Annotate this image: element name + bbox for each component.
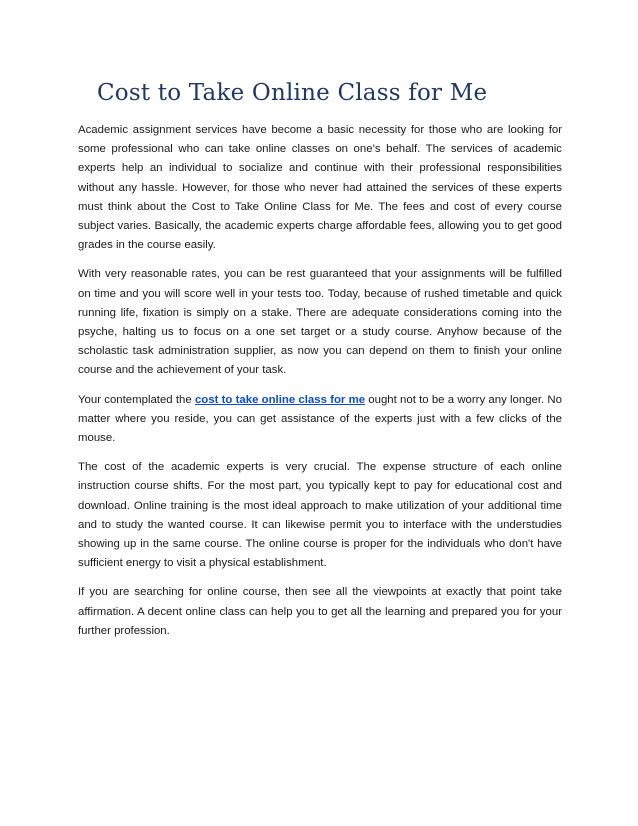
paragraph-intro: Academic assignment services have become a basic necessity for those who are looking for some professional who can take online classes on one’s behalf. The services of academic experts help an individual to socialize and continue with their professional responsibilities without any hassle. However, for those who never had attained the services of these experts must think about the Cost to Take Online Class for Me. The fees and cost of every course subject varies. Basically, the academic experts charge affordable fees, allowing you to get good grades in the course easily. (78, 124, 562, 252)
paragraph-contemplated (78, 391, 562, 449)
paragraph-cost: The cost of the academic experts is very crucial. The expense structure of each online instruction course shifts. For the most part, you typically kept to pay for educational cost and download. Online training is the most ideal approach to make utilization of your additional time and to study the wanted course. It can likewise permit you to interface with the understudies showing up in the same course. The online course is proper for the individuals who don't have sufficient energy to visit a physical establishment. (78, 461, 562, 570)
document-body (78, 121, 562, 651)
paragraph-text-after-link: ought not to be a worry any longer. No matter where you reside, you can get assistance of the experts just with a few clicks of the mouse. (78, 393, 562, 445)
cost-link[interactable]: cost to take online class for me (194, 393, 366, 406)
paragraph-text-before-link: Your contemplated the (78, 393, 195, 406)
paragraph-searching: If you are searching for online course, then see all the viewpoints at exactly that point take affirmation. A decent online class can help you to get all the learning and prepared you for your further profession. (78, 586, 562, 637)
paragraph-rates: With very reasonable rates, you can be rest guaranteed that your assignments will be fulfilled on time and you will score well in your tests too. Today, because of rushed timetable and quick running life, fixation is simply on a stake. There are adequate considerations coming into the psyche, halting us to focus on a one set target or a study course. Anyhow because of the scholastic task administration supplier, as now you can depend on them to finish your online course and the achievement of your task. (78, 268, 562, 377)
page-title: Cost to Take Online Class for Me (97, 80, 488, 106)
